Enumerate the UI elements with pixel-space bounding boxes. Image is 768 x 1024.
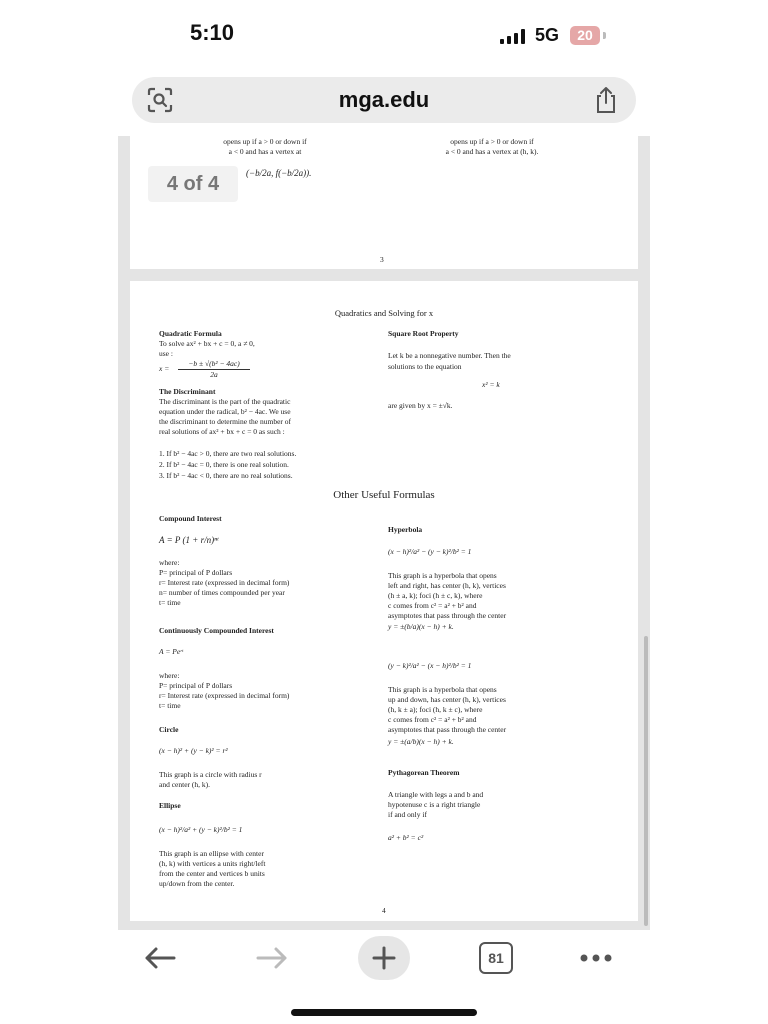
compound-where: where: (159, 558, 180, 567)
status-time: 5:10 (190, 20, 235, 45)
ellipse-heading: Ellipse (159, 801, 181, 810)
pdf-page-3 (130, 136, 638, 269)
vertex-text-left-1: opens up if a > 0 or down if (223, 137, 307, 146)
hyperbola-text1-4: c comes from c² = a² + b² and (388, 601, 477, 610)
hyperbola-text2-6: y = ±(a/b)(x − h) + k. (388, 737, 454, 746)
pythagorean-text-2: hypotenuse c is a right triangle (388, 800, 481, 809)
circle-text-2: and center (h, k). (159, 780, 211, 789)
ellipse-text-2: (h, k) with vertices a units right/left (159, 859, 266, 868)
url-text[interactable]: mga.edu (338, 87, 430, 112)
hyperbola-text2-2: up and down, has center (h, k), vertices (388, 695, 506, 704)
circle-text-1: This graph is a circle with radius r (159, 770, 262, 779)
discriminant-text-4: real solutions of ax² + bx + c = 0 as such : (159, 427, 285, 436)
hyperbola-formula-2: (y − k)²/a² − (x − h)²/b² = 1 (388, 661, 472, 670)
pythagorean-text-1: A triangle with legs a and b and (388, 790, 484, 799)
discriminant-text-3: the discriminant to determine the number of (159, 417, 292, 426)
back-arrow-icon (143, 946, 177, 970)
pdf-viewer[interactable] (118, 136, 650, 930)
pythagorean-formula: a² + b² = c² (388, 833, 424, 842)
hyperbola-heading: Hyperbola (388, 525, 423, 534)
circle-formula: (x − h)² + (y − k)² = r² (159, 746, 228, 755)
quadratic-formula-line2: use : (159, 349, 173, 358)
hyperbola-formula-1: (x − h)²/a² − (y − k)²/b² = 1 (388, 547, 472, 556)
pythagorean-text-3: if and only if (388, 810, 427, 819)
sqrt-property-heading: Square Root Property (388, 329, 459, 338)
discriminant-text-2: equation under the radical, b² − 4ac. We use (159, 407, 291, 416)
browser-toolbar (118, 930, 650, 986)
forward-button[interactable] (250, 936, 294, 980)
address-bar[interactable] (132, 77, 636, 123)
hyperbola-text1-1: This graph is a hyperbola that opens (388, 571, 497, 580)
continuous-def-2: r= Interest rate (expressed in decimal form) (159, 691, 290, 700)
hyperbola-text2-3: (h, k ± a); foci (h, k ± c), where (388, 705, 483, 714)
battery-icon: 20 (570, 26, 600, 45)
page-number-3: 3 (380, 255, 384, 264)
compound-interest-formula: A = P (1 + r/n)ⁿᵗ (159, 535, 219, 545)
pythagorean-heading: Pythagorean Theorem (388, 768, 460, 777)
ellipse-text-4: up/down from the center. (159, 879, 235, 888)
scrollbar[interactable] (644, 636, 648, 926)
plus-icon (371, 945, 397, 971)
vertex-text-right-1: opens up if a > 0 or down if (450, 137, 534, 146)
compound-def-3: n= number of times compounded per year (159, 588, 285, 597)
compound-def-4: t= time (159, 598, 181, 607)
hyperbola-text1-5: asymptotes that pass through the center (388, 611, 507, 620)
continuous-def-1: P= principal of P dollars (159, 681, 233, 690)
page-number-4: 4 (382, 906, 386, 915)
hyperbola-text1-6: y = ±(b/a)(x − h) + k. (388, 622, 454, 631)
sqrt-property-line2: solutions to the equation (388, 362, 462, 371)
discriminant-heading: The Discriminant (159, 387, 216, 396)
quadratic-formula-denominator: 2a (210, 370, 218, 379)
sqrt-property-given: are given by x = ±√k. (388, 401, 453, 410)
circle-heading: Circle (159, 725, 179, 734)
signal-icon (500, 28, 525, 44)
compound-interest-heading: Compound Interest (159, 514, 222, 523)
section-title-other-formulas: Other Useful Formulas (333, 489, 435, 501)
pdf-page-4 (130, 281, 638, 921)
discriminant-item-3: 3. If b² − 4ac < 0, there are no real solutions. (159, 471, 293, 480)
vertex-formula: (−b/2a, f(−b/2a)). (246, 168, 312, 178)
home-indicator[interactable] (291, 1009, 477, 1016)
discriminant-item-1: 1. If b² − 4ac > 0, there are two real solutions. (159, 449, 297, 458)
sqrt-property-equation: x² = k (482, 380, 500, 389)
discriminant-item-2: 2. If b² − 4ac = 0, there is one real solution. (159, 460, 289, 469)
quadratic-formula-heading: Quadratic Formula (159, 329, 222, 338)
hyperbola-text2-1: This graph is a hyperbola that opens (388, 685, 497, 694)
ellipse-formula: (x − h)²/a² + (y − k)²/b² = 1 (159, 825, 243, 834)
hyperbola-text2-4: c comes from c² = a² + b² and (388, 715, 477, 724)
hyperbola-text2-5: asymptotes that pass through the center (388, 725, 507, 734)
vertex-text-right-2: a < 0 and has a vertex at (h, k). (445, 147, 539, 156)
continuous-interest-formula: A = Peʳᵗ (159, 647, 184, 656)
network-type: 5G (535, 25, 560, 45)
share-icon[interactable] (592, 85, 620, 115)
hyperbola-text1-3: (h ± a, k); foci (h ± c, k), where (388, 591, 483, 600)
quadratic-formula-line1: To solve ax² + bx + c = 0, a ≠ 0, (159, 339, 255, 348)
forward-arrow-icon (255, 946, 289, 970)
new-tab-button[interactable] (358, 936, 410, 980)
quadratic-formula-numerator: −b ± √(b² − 4ac) (178, 359, 250, 370)
continuous-where: where: (159, 671, 180, 680)
page-indicator: 4 of 4 (148, 166, 238, 202)
compound-def-1: P= principal of P dollars (159, 568, 233, 577)
battery-cap (603, 32, 606, 39)
compound-def-2: r= Interest rate (expressed in decimal form) (159, 578, 290, 587)
tabs-button[interactable] (474, 936, 518, 980)
ellipse-text-3: from the center and vertices b units (159, 869, 265, 878)
more-dots-icon (579, 953, 613, 963)
back-button[interactable] (138, 936, 182, 980)
discriminant-text-1: The discriminant is the part of the quadratic (159, 397, 291, 406)
more-menu-button[interactable] (574, 936, 618, 980)
sqrt-property-line1: Let k be a nonnegative number. Then the (388, 351, 511, 360)
ellipse-text-1: This graph is an ellipse with center (159, 849, 264, 858)
continuous-interest-heading: Continuously Compounded Interest (159, 626, 274, 635)
continuous-def-3: t= time (159, 701, 181, 710)
status-bar (0, 0, 768, 70)
tabs-count-icon: 81 (479, 942, 513, 974)
section-title-quadratics: Quadratics and Solving for x (334, 308, 434, 318)
quadratic-formula-lhs: x = (159, 364, 170, 373)
hyperbola-text1-2: left and right, has center (h, k), vertices (388, 581, 506, 590)
vertex-text-left-2: a < 0 and has a vertex at (228, 147, 302, 156)
